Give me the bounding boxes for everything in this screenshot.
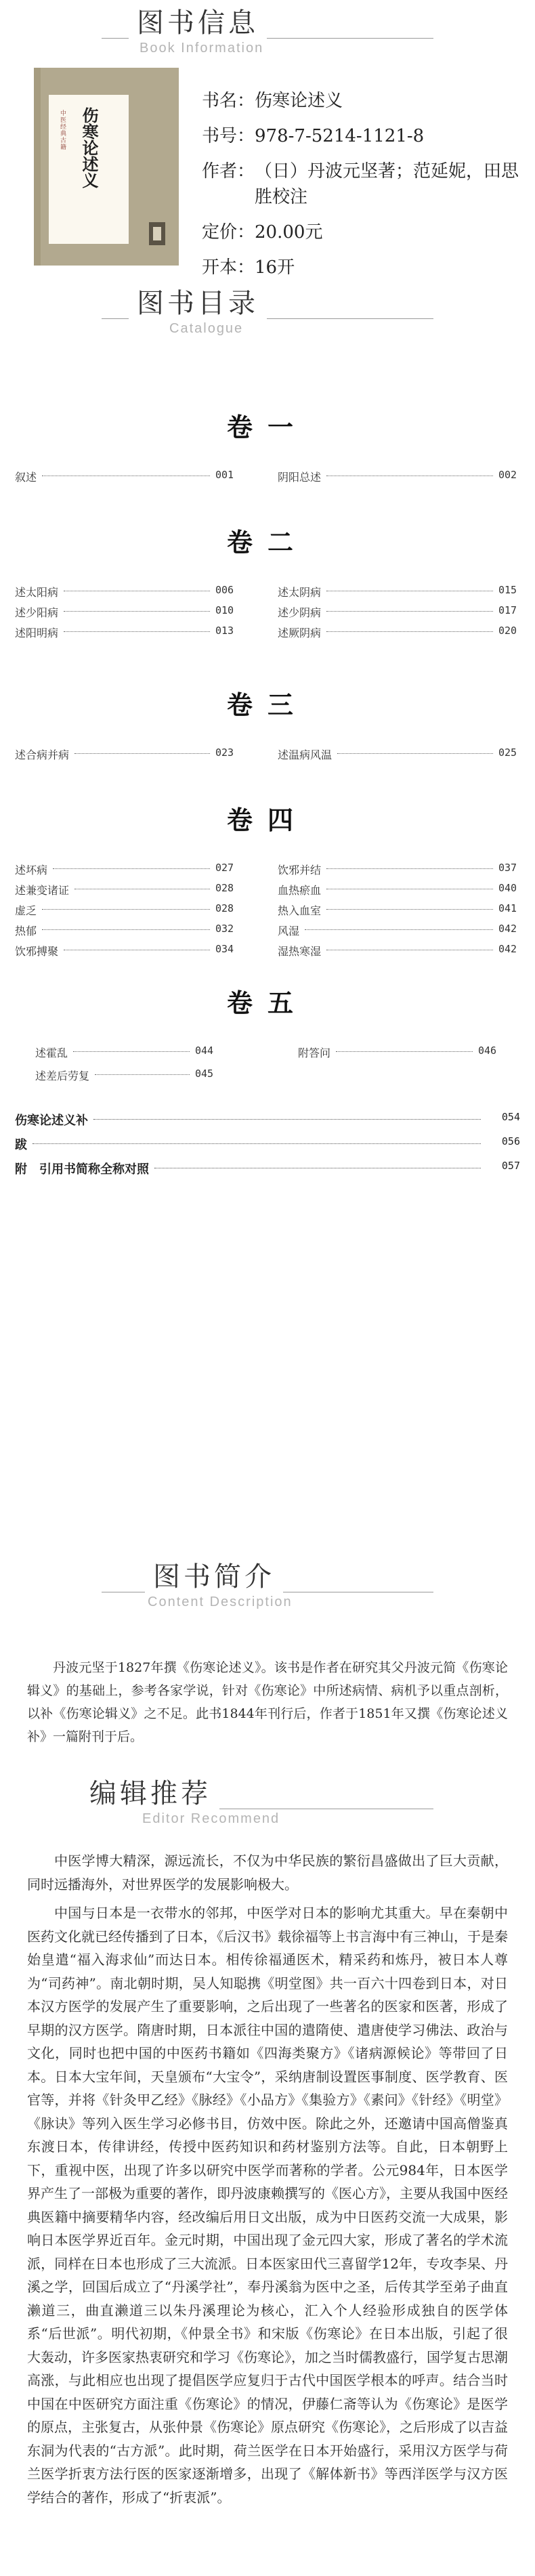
toc-leader bbox=[326, 909, 493, 910]
info-label: 书名： bbox=[202, 91, 255, 111]
toc-entry-page: 032 bbox=[215, 923, 234, 935]
toc-leader bbox=[64, 611, 210, 612]
toc-leader bbox=[73, 1051, 190, 1052]
catalogue-heading: 图书目录 bbox=[129, 287, 267, 320]
toc-entry-page: 015 bbox=[498, 584, 517, 596]
toc-entry-page: 034 bbox=[215, 943, 234, 955]
toc-entry-title: 热入血室 bbox=[278, 904, 322, 917]
cover-title: 伤寒论述义 bbox=[79, 107, 99, 188]
toc-leader bbox=[33, 1143, 481, 1144]
toc-entry-title: 血热瘀血 bbox=[278, 884, 322, 897]
toc-appendix-entry[interactable] bbox=[0, 1135, 535, 1153]
toc-entry-page: 002 bbox=[498, 469, 517, 481]
toc-entry-page: 042 bbox=[498, 943, 517, 955]
info-label: 书号： bbox=[202, 126, 255, 146]
recommend-text bbox=[27, 1849, 508, 2514]
toc-entry-title: 述少阳病 bbox=[15, 606, 59, 619]
info-row bbox=[202, 219, 520, 245]
toc-entry-title: 风湿 bbox=[278, 925, 300, 937]
toc-entry-title: 热郁 bbox=[15, 925, 37, 937]
toc-entry[interactable] bbox=[15, 746, 238, 761]
toc-entry-title: 述坏病 bbox=[15, 864, 48, 877]
toc-entry-title: 湿热寒湿 bbox=[278, 945, 322, 958]
toc-leader bbox=[42, 909, 210, 910]
toc-leader bbox=[326, 611, 493, 612]
toc-entry-title: 述兼变诸证 bbox=[15, 884, 70, 897]
toc-entry-page: 041 bbox=[498, 902, 517, 914]
toc-leader bbox=[64, 631, 210, 632]
toc-entry[interactable] bbox=[15, 625, 238, 639]
toc-entry-title: 述合病并病 bbox=[15, 748, 70, 761]
catalogue-heading-en: Catalogue bbox=[169, 321, 244, 336]
toc-entry[interactable] bbox=[15, 882, 238, 897]
book-info-header bbox=[0, 4, 535, 69]
info-value: 978-7-5214-1121-8 bbox=[255, 126, 425, 146]
toc-leader bbox=[74, 753, 210, 754]
info-row bbox=[202, 123, 520, 149]
toc-entry-page: 028 bbox=[215, 902, 234, 914]
publisher-logo-icon bbox=[149, 222, 165, 245]
toc-entry[interactable] bbox=[15, 862, 238, 877]
toc-entry-page: 010 bbox=[215, 604, 234, 616]
info-value: 20.00元 bbox=[255, 222, 323, 242]
toc-entry[interactable] bbox=[278, 862, 521, 877]
toc-entry-title: 附答问 bbox=[298, 1047, 331, 1059]
toc-entry-page: 020 bbox=[498, 625, 517, 637]
toc-entry-page: 027 bbox=[215, 862, 234, 874]
toc-entry-page: 028 bbox=[215, 882, 234, 894]
toc-entry-page: 006 bbox=[215, 584, 234, 596]
toc-entry[interactable] bbox=[15, 604, 238, 619]
cover-title-panel bbox=[49, 95, 129, 244]
toc-entry-title: 伤寒论述义补 bbox=[15, 1114, 88, 1128]
recommend-paragraph: 中医学博大精深，源远流长，不仅为中华民族的繁衍昌盛做出了巨大贡献，同时远播海外，对世界医学的发展影响极大。 bbox=[27, 1853, 508, 1893]
toc-entry-title: 述太阳病 bbox=[15, 586, 59, 599]
toc-entry[interactable] bbox=[278, 902, 521, 917]
toc-leader bbox=[42, 929, 210, 930]
catalogue-header bbox=[0, 284, 535, 350]
volume-heading: 卷四 bbox=[226, 805, 308, 835]
book-info-fields bbox=[202, 88, 520, 290]
book-cover-image bbox=[34, 68, 179, 266]
toc-entry[interactable] bbox=[278, 943, 521, 958]
toc-leader bbox=[53, 868, 210, 869]
toc-entry[interactable] bbox=[278, 604, 521, 619]
toc-entry-title: 述厥阴病 bbox=[278, 627, 322, 639]
toc-leader bbox=[305, 929, 493, 930]
toc-entry[interactable] bbox=[278, 923, 521, 937]
toc-entry-page: 040 bbox=[498, 882, 517, 894]
toc-entry-page: 013 bbox=[215, 625, 234, 637]
recommend-paragraph: 中国与日本是一衣带水的邻邦，中医学对日本的影响尤其重大。早在秦朝中医药文化就已经传播到了日本，《后汉书》载徐福等上书言海中有三神山，于是秦始皇遣“福入海求仙”而达日本。相传徐福通医术，精采药和炼丹，被日本人尊为“司药神”。南北朝时期，吴人知聪携《明堂图》共一百六十四卷到日本，对日本汉方医学的发展产生了重要影响，之后出现了一些著名的医家和医著，形成了早期的汉方医学。隋唐时期，日本派往中国的遣隋使、遣唐使学习佛法、政治与文化，同时也把中国的中医药书籍如《四海类聚方》《诸病源候论》等带回了日本。日本大宝年间，天皇颁布“大宝令”，采纳唐制设置医事制度、医学教育、医官等，并将《针灸甲乙经》《脉经》《小品方》《集验方》《素问》《针经》《明堂》《脉诀》等列入医生学习必修书目，仿效中医。除此之外，还邀请中国高僧鉴真东渡日本，传律讲经，传授中医药知识和药材鉴别方法等。自此，日本朝野上下，重视中医，出现了许多以研究中医学而著称的学者。公元984年，日本医学界产生了一部极为重要的著作，即丹波康赖撰写的《医心方》，主要从我国中医经典医籍中摘要精华内容，经改编后用日文出版，成为中日医药交流一大成果，影响日本医学界近百年。金元时期，中国出现了金元四大家，形成了著名的学术流派，同样在日本也形成了三大流派。日本医家田代三喜留学12年，专攻李杲、丹溪之学，回国后成立了“丹溪学社”，奉丹溪翁为医中之圣，后传其学至弟子曲直濑道三，曲直濑道三以朱丹溪理论为核心，汇入个人经验形成独自的医学体系“后世派”。明代初期，《仲景全书》和宋版《伤寒论》在日本出版，引起了很大轰动，许多医家热衷研究和学习《伤寒论》，加之当时儒教盛行，国学复古思潮高涨，与此相应也出现了提倡医学应复归于古代中国医学根本的呼声。结合当时中国在中医研究方面注重《伤寒论》的情况，伊藤仁斋等认为《伤寒论》是医学的原点，主张复古，从张仲景《伤寒论》原点研究《伤寒论》，之后形成了以吉益东洞为代表的“古方派”。此时期，荷兰医学在日本开始盛行，采用汉方医学与荷兰医学折衷方法行医的医家逐渐增多，出现了《解体新书》等西洋医学与汉方医学结合的著作，形成了“折衷派”。 bbox=[27, 1905, 508, 2506]
toc-entry-title: 述阳明病 bbox=[15, 627, 59, 639]
toc-entry-title: 述霍乱 bbox=[35, 1047, 68, 1059]
toc-entry[interactable] bbox=[15, 902, 238, 917]
toc-entry-title: 跋 bbox=[15, 1138, 27, 1152]
toc-entry-page: 037 bbox=[498, 862, 517, 874]
info-value: （日）丹波元坚著；范延妮，田思胜校注 bbox=[255, 161, 519, 207]
toc-leader bbox=[326, 631, 493, 632]
toc-entry[interactable] bbox=[15, 584, 238, 599]
info-value: 16开 bbox=[255, 257, 295, 278]
recommend-header bbox=[0, 1775, 535, 1840]
toc-leader bbox=[337, 753, 493, 754]
toc-entry-title: 饮邪并结 bbox=[278, 864, 322, 877]
toc-entry-title: 述温病风温 bbox=[278, 748, 333, 761]
info-label: 作者： bbox=[202, 161, 255, 182]
info-label: 定价： bbox=[202, 222, 255, 242]
recommend-heading: 编辑推荐 bbox=[81, 1777, 219, 1810]
toc-leader bbox=[336, 1051, 473, 1052]
book-info-heading-en: Book Information bbox=[140, 41, 264, 56]
volume-heading: 卷三 bbox=[226, 690, 308, 720]
toc-entry-title: 述少阴病 bbox=[278, 606, 322, 619]
toc-entry-page: 001 bbox=[215, 469, 234, 481]
toc-entry-page: 042 bbox=[498, 923, 517, 935]
description-heading: 图书简介 bbox=[145, 1561, 283, 1593]
toc-entry-title: 虚乏 bbox=[15, 904, 37, 917]
toc-entry[interactable] bbox=[278, 625, 521, 639]
volume-heading: 卷一 bbox=[226, 412, 308, 442]
toc-entry[interactable] bbox=[15, 943, 238, 958]
volume-heading: 卷五 bbox=[226, 988, 308, 1018]
toc-entry[interactable] bbox=[278, 746, 521, 761]
toc-leader bbox=[326, 868, 493, 869]
cover-series: 中医经典古籍 bbox=[59, 110, 66, 150]
book-info-heading: 图书信息 bbox=[129, 7, 267, 39]
toc-appendix-entry[interactable] bbox=[0, 1111, 535, 1128]
toc-entry-title: 述太阴病 bbox=[278, 586, 322, 599]
toc-entry[interactable] bbox=[35, 1044, 218, 1059]
toc-entry[interactable] bbox=[35, 1068, 218, 1082]
toc-entry-page: 017 bbox=[498, 604, 517, 616]
toc-entry-page: 046 bbox=[478, 1044, 497, 1057]
info-row bbox=[202, 255, 520, 280]
volume-heading: 卷二 bbox=[226, 527, 308, 557]
description-header bbox=[0, 1558, 535, 1623]
toc-appendix-entry[interactable] bbox=[0, 1160, 535, 1177]
toc-entry[interactable] bbox=[278, 584, 521, 599]
toc-entry-title: 阴阳总述 bbox=[278, 471, 322, 484]
toc-entry-page: 025 bbox=[498, 746, 517, 759]
toc-leader bbox=[95, 1074, 190, 1075]
toc-entry-title: 附 引用书简称全称对照 bbox=[15, 1162, 149, 1177]
toc-entry-title: 述差后劳复 bbox=[35, 1070, 90, 1082]
toc-entry-title: 叙述 bbox=[15, 471, 37, 484]
toc-entry-page: 057 bbox=[501, 1160, 520, 1172]
toc-entry[interactable] bbox=[278, 469, 521, 484]
toc-entry-page: 056 bbox=[501, 1135, 520, 1147]
info-row bbox=[202, 88, 520, 114]
toc-leader bbox=[93, 1119, 481, 1120]
toc-entry-page: 023 bbox=[215, 746, 234, 759]
toc-entry[interactable] bbox=[15, 469, 238, 484]
description-text: 丹波元坚于1827年撰《伤寒论述义》。该书是作者在研究其父丹波元简《伤寒论辑义》的基础上，参考各家学说，针对《伤寒论》中所述病情、病机予以重点剖析，以补《伤寒论辑义》之不足。此书1844年刊行后，作者于1851年又撰《伤寒论述义补》一篇附刊于后。 bbox=[27, 1660, 508, 1744]
info-label: 开本： bbox=[202, 257, 255, 278]
toc-entry[interactable] bbox=[278, 882, 521, 897]
info-value: 伤寒论述义 bbox=[255, 91, 343, 111]
toc-entry[interactable] bbox=[298, 1044, 501, 1059]
toc-entry-page: 054 bbox=[501, 1111, 520, 1123]
toc-entry[interactable] bbox=[15, 923, 238, 937]
toc-entry-page: 045 bbox=[195, 1068, 214, 1080]
toc-entry-title: 饮邪搏聚 bbox=[15, 945, 59, 958]
recommend-heading-en: Editor Recommend bbox=[142, 1811, 280, 1826]
info-row bbox=[202, 159, 520, 210]
toc-entry-page: 044 bbox=[195, 1044, 214, 1057]
description-heading-en: Content Description bbox=[148, 1595, 293, 1609]
